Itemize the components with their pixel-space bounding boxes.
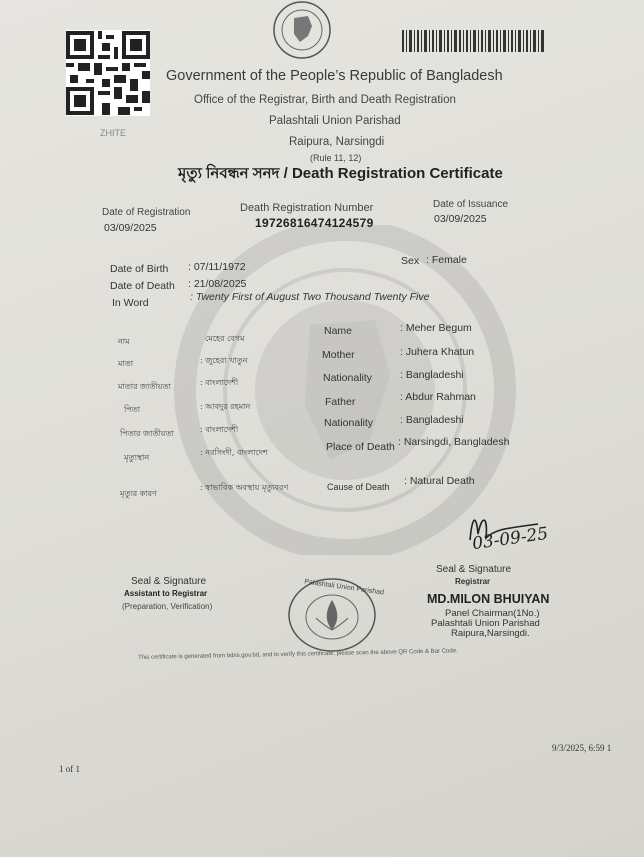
father-label: Father [325, 396, 356, 408]
page-number: 1 of 1 [59, 764, 80, 774]
qr-code [66, 30, 150, 116]
assistant-registrar-label: Assistant to Registrar [124, 589, 208, 598]
left-seal-signature-label: Seal & Signature [131, 576, 207, 587]
bn-father-nationality-value: : বাংলাদেশী [200, 425, 239, 434]
union-name: Palashtali Union Parishad [269, 115, 401, 127]
registrar-label: Registrar [455, 577, 491, 586]
bn-place-of-death-label: মৃত্যুস্থান [124, 453, 150, 462]
sex-value: : Female [426, 254, 467, 266]
handwritten-date: 03-09-25 [470, 523, 550, 555]
bn-mother-nationality-value: : বাংলাদেশী [200, 378, 239, 387]
dob-value: : 07/11/1972 [188, 261, 246, 273]
registration-number-label: Death Registration Number [240, 202, 374, 214]
bn-mother-nationality-label: মাতার জাতীয়তা [118, 382, 171, 391]
registration-date-value: 03/09/2025 [104, 222, 157, 234]
mother-nationality-label: Nationality [323, 372, 373, 384]
registrar-title-1: Panel Chairman(1No.) [445, 608, 540, 619]
issuance-date-label: Date of Issuance [433, 199, 509, 210]
registrar-title-2: Palashtali Union Parishad [431, 618, 540, 629]
inword-label: In Word [112, 297, 149, 309]
right-seal-signature-label: Seal & Signature [436, 564, 512, 575]
bn-mother-value: : জুহেরা খাতুন [200, 356, 248, 365]
mother-value: : Juhera Khatun [400, 346, 475, 358]
dod-label: Date of Death [110, 280, 175, 292]
print-timestamp: 9/3/2025, 6:59 1 [552, 743, 612, 753]
location: Raipura, Narsingdi [289, 136, 385, 148]
government-seal-icon [268, 0, 336, 64]
name-value: : Meher Begum [400, 322, 472, 334]
issuance-date-value: 03/09/2025 [434, 213, 487, 225]
bn-name-label: নাম [118, 337, 130, 346]
father-value: : Abdur Rahman [400, 391, 476, 403]
registration-number-value: 19726816474124579 [255, 216, 374, 230]
cause-label: Cause of Death [327, 482, 390, 492]
watermark-seal-icon [160, 225, 530, 555]
verification-note: This certificate is generated from bdris.gov.bd, and to verify this certificate, please scan the above QR Code & Bar Code. [138, 648, 458, 661]
father-nationality-label: Nationality [324, 417, 374, 429]
bn-father-nationality-label: পিতার জাতীয়তা [120, 429, 174, 438]
name-label: Name [324, 325, 353, 337]
registrar-name: MD.MILON BHUIYAN [427, 592, 550, 606]
stamp-text: Palashtali Union Parishad [303, 578, 385, 597]
dod-value: : 21/08/2025 [188, 278, 247, 290]
mother-label: Mother [322, 349, 355, 361]
government-title: Government of the People’s Republic of Bangladesh [166, 68, 503, 84]
sex-label: Sex [401, 255, 420, 267]
certificate-title: মৃত্যু নিবন্ধন সনদ / Death Registration Certificate [178, 165, 503, 182]
bn-father-label: পিতা [124, 405, 141, 414]
bn-mother-label: মাতা [118, 359, 134, 368]
bn-cause-value: : স্বাভাবিক অবস্থায় মৃত্যুবরণ [200, 483, 289, 492]
registrar-title-3: Raipura,Narsingdi. [451, 628, 530, 639]
father-nationality-value: : Bangladeshi [400, 414, 464, 426]
office-title: Office of the Registrar, Birth and Death Registration [194, 94, 456, 106]
bn-father-value: : আবদুর রহমান [200, 402, 251, 411]
place-of-death-label: Place of Death [326, 441, 395, 453]
dob-label: Date of Birth [110, 263, 169, 275]
rule-reference: (Rule 11, 12) [310, 153, 362, 163]
place-of-death-value: : Narsingdi, Bangladesh [398, 436, 510, 448]
preparation-verification-label: (Preparation, Verification) [122, 602, 213, 611]
qr-caption: ZHITE [100, 128, 126, 138]
inword-value: : Twenty First of August Two Thousand Twenty Five [190, 291, 430, 303]
bn-name-value: মেহের বেগম [205, 334, 245, 343]
bn-cause-label: মৃত্যুর কারণ [120, 489, 157, 498]
cause-value: : Natural Death [404, 475, 475, 487]
barcode [402, 30, 544, 52]
registration-date-label: Date of Registration [102, 207, 191, 218]
bn-place-of-death-value: : নরসিংদী, বাংলাদেশ [200, 448, 268, 457]
mother-nationality-value: : Bangladeshi [400, 369, 464, 381]
